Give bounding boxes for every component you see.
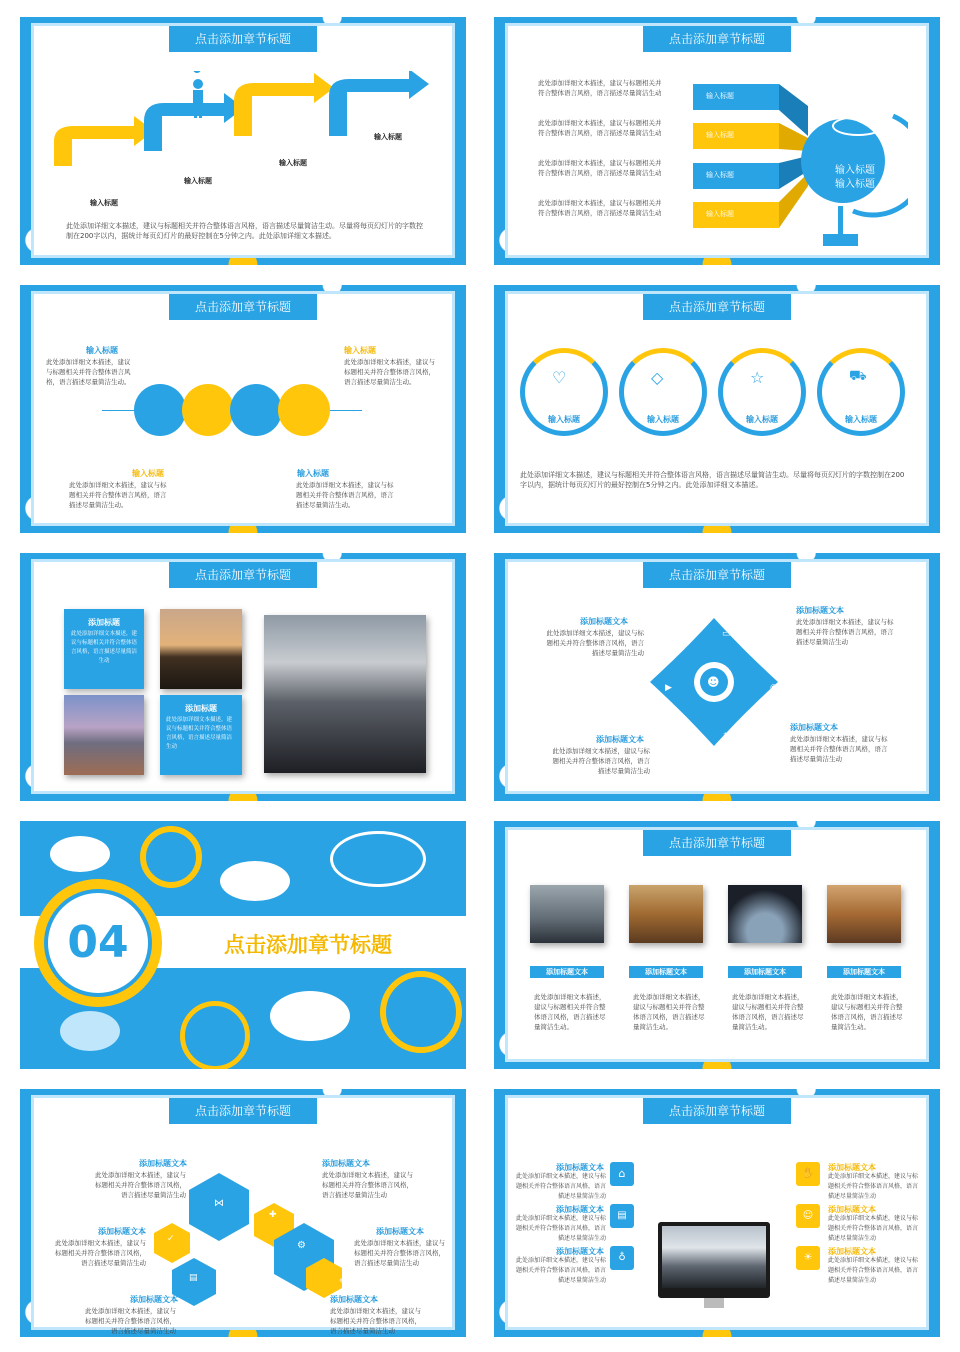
tile-desc-1: 此处添加详细文本描述，建议与标题相关并符合整体语言风格，语言描述尽量简洁生动	[70, 631, 137, 664]
slide-header: 点击添加章节标题	[643, 1098, 791, 1124]
user-icon: ☺	[796, 1204, 820, 1228]
slide-header: 点击添加章节标题	[169, 562, 317, 588]
monitor-stand	[704, 1298, 724, 1308]
slide-canvas	[34, 26, 452, 255]
step-arrows-graphic	[44, 71, 444, 191]
item-desc-2: 此处添加详细文本描述，建议与标题相关并符合整体语言风格，语言描述尽量简洁生动。	[344, 358, 435, 386]
slide-header: 点击添加章节标题	[643, 26, 791, 52]
money-icon	[832, 116, 884, 136]
text-tile-2	[160, 695, 242, 775]
file-icon: ▤	[610, 1204, 634, 1228]
night-city-photo	[264, 615, 426, 773]
monitor-mockup	[658, 1222, 770, 1298]
item-desc-1: 此处添加详细文本描述，建议与标题相关并符合整体语言风格，语言描述尽量简洁生动	[515, 1173, 606, 1200]
caption-bar-1: 添加标题文本	[530, 966, 604, 978]
slide-header: 点击添加章节标题	[169, 1098, 317, 1124]
diamond-icon: ◇	[651, 368, 664, 387]
gear-icon: ⚙	[297, 1240, 306, 1251]
item-title-6: 添加标题文本	[330, 1295, 378, 1304]
tile-title-1: 添加标题	[88, 618, 120, 627]
decor-ellipse	[50, 836, 110, 872]
slide-canvas	[34, 294, 452, 523]
slide-1[interactable]	[20, 17, 466, 265]
step-label-2: 输入标题	[184, 177, 212, 185]
item-desc-2: 此处添加详细文本描述，建议与标题相关并符合整体语言风格，语言描述尽量简洁生动	[322, 1171, 413, 1199]
slide-canvas	[508, 294, 926, 523]
globe-label-1: 输入标题	[835, 165, 875, 176]
item-desc-6: 此处添加详细文本描述，建议与标题相关并符合整体语言风格，语言描述尽量简洁生动	[330, 1307, 421, 1335]
tab-label-3: 输入标题	[706, 171, 734, 179]
item-title-1: 添加标题文本	[556, 1163, 604, 1172]
item-title-3: 添加标题文本	[596, 735, 644, 744]
item-title-4: 添加标题文本	[790, 723, 838, 732]
item-desc-3: 此处添加详细文本描述，建议与标题相关并符合整体语言风格，语言描述尽量简洁生动	[55, 1239, 146, 1267]
share-icon: ⋈	[214, 1198, 224, 1209]
photo-4	[827, 885, 901, 943]
document-icon: ▤	[189, 1273, 198, 1283]
slide-canvas	[508, 26, 926, 255]
slide-4[interactable]	[494, 285, 940, 533]
item-title-1: 添加标题文本	[580, 617, 628, 626]
slide-canvas	[508, 1098, 926, 1327]
puzzle-icon: ✚	[269, 1210, 277, 1220]
play-icon: ▶	[665, 683, 672, 693]
truck-icon: ⛟	[849, 368, 867, 384]
circle-2	[182, 384, 234, 436]
circle-1	[134, 384, 186, 436]
slide-canvas	[34, 1098, 452, 1335]
tab-label-1: 输入标题	[706, 92, 734, 100]
feature-label-2: 输入标题	[647, 415, 679, 424]
caption-bar-2: 添加标题文本	[629, 966, 703, 978]
photo-1	[530, 885, 604, 943]
section-badge-inner	[44, 889, 152, 997]
paragraph-4: 此处添加详细文本描述，建议与标题相关并符合整体语言风格，语言描述尽量简洁生动	[538, 199, 662, 217]
decor-ring	[330, 831, 426, 887]
tile-desc-2: 此处添加详细文本描述，建议与标题相关并符合整体语言风格，语言描述尽量简洁生动	[166, 717, 233, 750]
decor-ellipse	[270, 991, 350, 1041]
slide-9[interactable]	[20, 1089, 466, 1337]
slide-2[interactable]	[494, 17, 940, 265]
tile-title-2: 添加标题	[185, 704, 217, 713]
globe-label-2: 输入标题	[835, 179, 875, 190]
home-icon: ⌂	[610, 1162, 634, 1186]
feature-label-1: 输入标题	[548, 415, 580, 424]
decor-ring	[180, 1001, 250, 1069]
item-desc-3: 此处添加详细文本描述，建议与标题相关并符合整体语言风格，语言描述尽量简洁生动	[515, 1257, 606, 1284]
section-title: 点击添加章节标题	[224, 933, 392, 957]
slide-3[interactable]	[20, 285, 466, 533]
slide-header: 点击添加章节标题	[169, 26, 317, 52]
item-desc-4: 此处添加详细文本描述，建议与标题相关并符合整体语言风格，语言描述尽量简洁生动。	[296, 481, 394, 509]
decor-ring	[380, 971, 462, 1053]
slide-6[interactable]	[494, 553, 940, 801]
item-desc-2: 此处添加详细文本描述，建议与标题相关并符合整体语言风格，语言描述尽量简洁生动	[796, 618, 894, 646]
circle-3	[230, 384, 282, 436]
item-desc-6: 此处添加详细文本描述，建议与标题相关并符合整体语言风格，语言描述尽量简洁生动	[828, 1257, 919, 1284]
camera-icon: ◉	[770, 683, 778, 693]
item-title-6: 添加标题文本	[828, 1247, 876, 1256]
item-desc-3: 此处添加详细文本描述，建议与标题相关并符合整体语言风格，语言描述尽量简洁生动。	[69, 481, 167, 509]
decor-ellipse	[60, 1011, 120, 1051]
item-desc-4: 此处添加详细文本描述，建议与标题相关并符合整体语言风格，语言描述尽量简洁生动	[828, 1173, 919, 1200]
slide-canvas	[508, 562, 926, 791]
slide-header: 点击添加章节标题	[643, 562, 791, 588]
decor-ellipse	[220, 861, 290, 901]
item-title-3: 添加标题文本	[556, 1247, 604, 1256]
step-label-4: 输入标题	[374, 133, 402, 141]
slide-canvas	[508, 830, 926, 1059]
slide-header: 点击添加章节标题	[643, 830, 791, 856]
caption-bar-4: 添加标题文本	[827, 966, 901, 978]
item-desc-1: 此处添加详细文本描述，建议与标题相关并符合整体语言风格，语言描述尽量简洁生动	[546, 629, 644, 657]
item-title-1: 输入标题	[86, 346, 118, 355]
connector-right	[330, 410, 362, 411]
card-desc-2: 此处添加详细文本描述，建议与标题相关并符合整体语言风格，语言描述尽量简洁生动。	[633, 993, 705, 1031]
item-title-5: 添加标题文本	[130, 1295, 178, 1304]
slide-header: 点击添加章节标题	[643, 294, 791, 320]
card-desc-1: 此处添加详细文本描述，建议与标题相关并符合整体语言风格，语言描述尽量简洁生动。	[534, 993, 606, 1031]
people-icon: ☻	[707, 675, 720, 689]
tab-label-4: 输入标题	[706, 210, 734, 218]
item-desc-5: 此处添加详细文本描述，建议与标题相关并符合整体语言风格，语言描述尽量简洁生动	[828, 1215, 919, 1242]
step-label-1: 输入标题	[90, 199, 118, 207]
monitor-screen	[662, 1226, 766, 1288]
slide-8[interactable]	[494, 821, 940, 1069]
hand-icon: ✋	[796, 1162, 820, 1186]
item-title-2: 添加标题文本	[556, 1205, 604, 1214]
item-desc-1: 此处添加详细文本描述，建议与标题相关并符合整体语言风格，语言描述尽量简洁生动	[95, 1171, 186, 1199]
item-title-4: 添加标题文本	[828, 1163, 876, 1172]
step-label-3: 输入标题	[279, 159, 307, 167]
circle-4	[278, 384, 330, 436]
decor-ring	[140, 826, 202, 888]
item-desc-1: 此处添加详细文本描述，建议与标题相关并符合整体语言风格，语言描述尽量简洁生动。	[46, 358, 131, 386]
city-skyline-photo	[64, 695, 144, 775]
slide-5[interactable]	[20, 553, 466, 801]
photo-2	[629, 885, 703, 943]
card-desc-4: 此处添加详细文本描述，建议与标题相关并符合整体语言风格，语言描述尽量简洁生动。	[831, 993, 903, 1031]
paragraph-2: 此处添加详细文本描述，建议与标题相关并符合整体语言风格，语言描述尽量简洁生动	[538, 119, 662, 137]
heart-icon: ♡	[552, 368, 567, 387]
connector-left	[102, 410, 134, 411]
item-desc-3: 此处添加详细文本描述，建议与标题相关并符合整体语言风格，语言描述尽量简洁生动	[552, 747, 650, 775]
card-desc-3: 此处添加详细文本描述，建议与标题相关并符合整体语言风格，语言描述尽量简洁生动。	[732, 993, 804, 1031]
slide-description: 此处添加详细文本描述，建议与标题相关并符合整体语言风格，语言描述尽量简洁生动。尽量将每页幻灯片的字数控制在200字以内，据统计每页幻灯片的最好控制在5分钟之内。此处添加详细文本描述。	[66, 222, 423, 240]
tab-label-2: 输入标题	[706, 131, 734, 139]
feature-label-4: 输入标题	[845, 415, 877, 424]
item-title-4: 输入标题	[297, 469, 329, 478]
paragraph-1: 此处添加详细文本描述，建议与标题相关并符合整体语言风格，语言描述尽量简洁生动	[538, 79, 662, 97]
text-tile-1	[64, 609, 144, 689]
caption-bar-3: 添加标题文本	[728, 966, 802, 978]
item-title-2: 添加标题文本	[322, 1159, 370, 1168]
slide-10[interactable]	[494, 1089, 940, 1337]
item-desc-4: 此处添加详细文本描述，建议与标题相关并符合整体语言风格，语言描述尽量简洁生动	[790, 735, 888, 763]
paragraph-3: 此处添加详细文本描述，建议与标题相关并符合整体语言风格，语言描述尽量简洁生动	[538, 159, 662, 177]
lightbulb-icon: ☀	[796, 1246, 820, 1270]
slide-header: 点击添加章节标题	[169, 294, 317, 320]
item-title-2: 添加标题文本	[796, 606, 844, 615]
item-title-3: 添加标题文本	[98, 1227, 146, 1236]
slide-description: 此处添加详细文本描述，建议与标题相关并符合整体语言风格，语言描述尽量简洁生动。尽量将每页幻灯片的字数控制在200字以内，据统计每页幻灯片的最好控制在5分钟之内。此处添加详细文本描述。	[520, 471, 905, 489]
item-title-1: 添加标题文本	[139, 1159, 187, 1168]
star-icon: ☆	[750, 368, 765, 387]
section-slide[interactable]	[20, 821, 466, 1069]
photo-3	[728, 885, 802, 943]
item-title-3: 输入标题	[132, 469, 164, 478]
item-desc-2: 此处添加详细文本描述，建议与标题相关并符合整体语言风格，语言描述尽量简洁生动	[515, 1215, 606, 1242]
monitor-icon: ▭	[722, 629, 731, 639]
item-desc-5: 此处添加详细文本描述，建议与标题相关并符合整体语言风格，语言描述尽量简洁生动	[85, 1307, 176, 1335]
lightbulb-icon: ♁	[722, 733, 729, 743]
check-icon: ✓	[167, 1234, 175, 1244]
section-number: 04	[67, 917, 129, 968]
person-icon	[186, 78, 210, 120]
globe-icon: ♁	[610, 1246, 634, 1270]
item-title-4: 添加标题文本	[376, 1227, 424, 1236]
slide-canvas	[34, 562, 452, 791]
edit-icon: ✎	[339, 1278, 347, 1288]
item-title-2: 输入标题	[344, 346, 376, 355]
item-desc-4: 此处添加详细文本描述，建议与标题相关并符合整体语言风格，语言描述尽量简洁生动	[354, 1239, 445, 1267]
feature-label-3: 输入标题	[746, 415, 778, 424]
item-title-5: 添加标题文本	[828, 1205, 876, 1214]
sunset-photo	[160, 609, 242, 689]
